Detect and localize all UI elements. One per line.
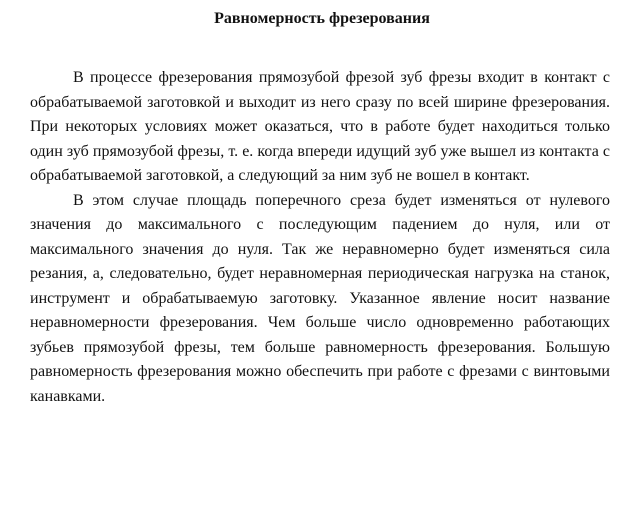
document-title: Равномерность фрезерования xyxy=(214,10,430,27)
document-page xyxy=(30,8,610,409)
paragraph-2: В этом случае площадь поперечного среза будет изменяться от нулевого значения до максимального с последующим падением до нуля, или от максимального значения до нуля. Так же неравномерно будет изменяться сила резания, а, следовательно, будет неравномерная периодическая нагрузка на станок, инструмент и обрабатываемую заготовку. Указанное явление носит название неравномерности фрезерования. Чем больше число одновременно работающих зубьев прямозубой фрезы, тем больше равномерность фрезерования. Большую равномерность фрезерования можно обеспечить при работе с фрезами с винтовыми канавками. xyxy=(30,191,610,405)
paragraph-1: В процессе фрезерования прямозубой фрезой зуб фрезы входит в контакт с обрабатываемой заготовкой и выходит из него сразу по всей ширине фрезерования. При некоторых условиях может оказаться, что в работе будет находиться только один зуб прямозубой фрезы, т. е. когда впереди идущий зуб уже вышел из контакта с обрабатываемой заготовкой, а следующий за ним зуб не вошел в контакт. xyxy=(30,69,610,184)
